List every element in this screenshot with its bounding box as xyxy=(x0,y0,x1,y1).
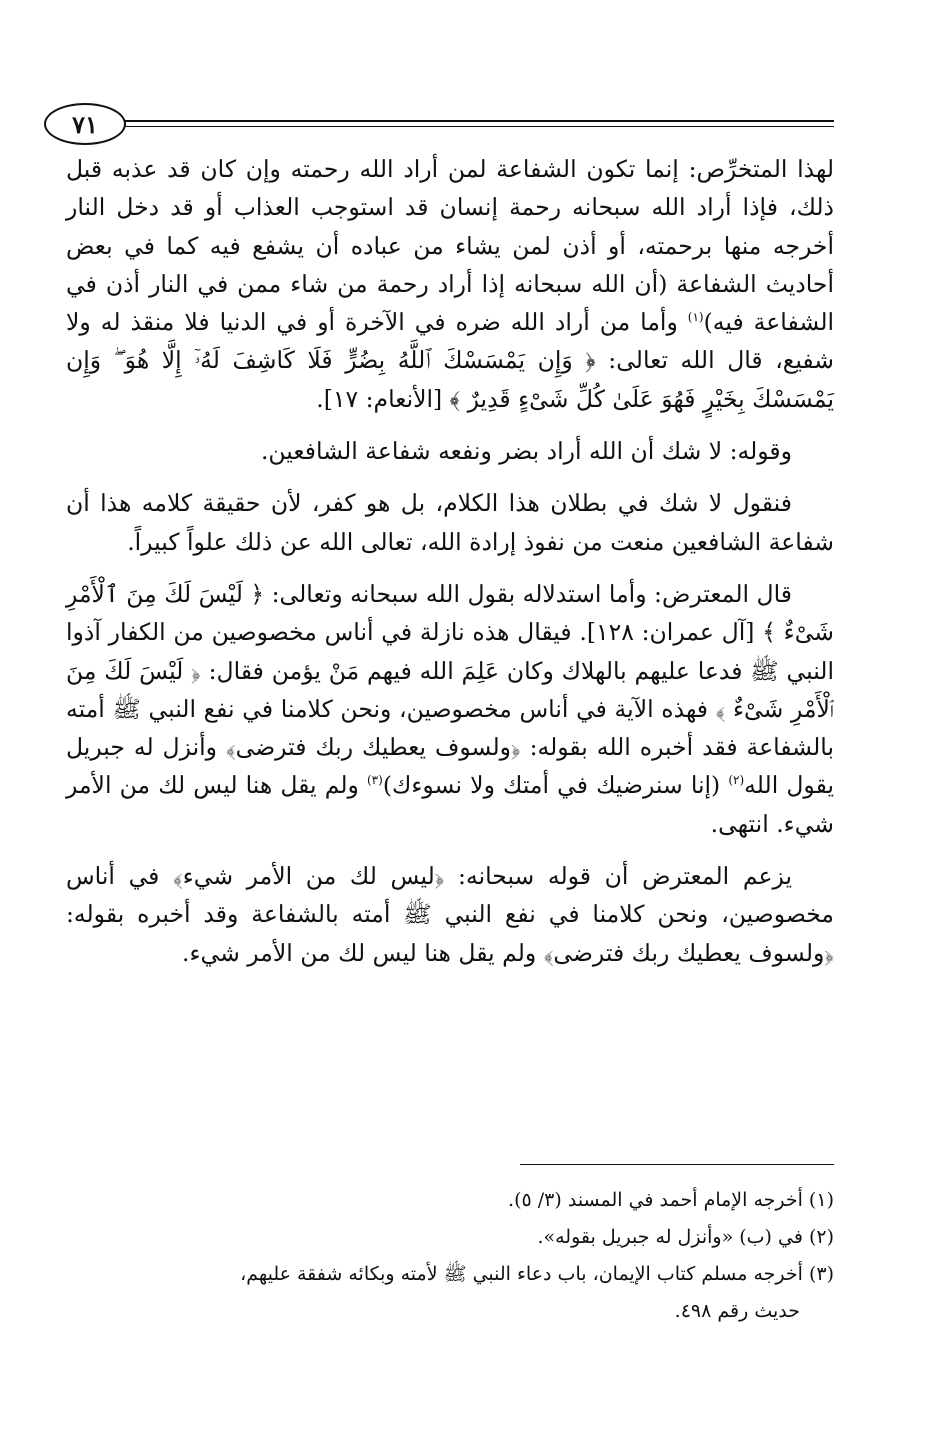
paragraph-1-cont: وأما من أراد الله ضره في الآخرة أو في الدنيا فلا منقذ له ولا شفيع، قال الله تعالى: ﴿ وَإِن يَمْسَسْكَ ٱللَّهُ بِضُرٍّ فَلَا كَاشِفَ لَهُۥٓ إِلَّا هُوَ ۖ وَإِن يَمْسَسْكَ بِخَيْرٍ فَهُوَ عَلَىٰ كُلِّ شَىْءٍ قَدِيرٌ ﴾ [الأنعام: ١٧]. xyxy=(66,308,834,413)
footnote-ref-2: (٢) xyxy=(728,773,745,788)
footnote-3-cont: حديث رقم ٤٩٨. xyxy=(674,1300,800,1322)
footnote-ref-3: (٣) xyxy=(366,773,383,788)
header-rule xyxy=(124,120,834,122)
paragraph-5: يزعم المعترض أن قوله سبحانه: ﴿ليس لك من الأمر شيء﴾ في أناس مخصوصين، ونحن كلامنا في نفع النبي ﷺ أمته بالشفاعة وقد أخبره بقوله: ﴿ولسوف يعطيك ربك فترضى﴾ ولم يقل هنا ليس لك من الأمر شيء. xyxy=(66,862,834,967)
paragraph-1 xyxy=(66,150,834,418)
paragraph-2: وقوله: لا شك أن الله أراد بضر ونفعه شفاعة الشافعين. xyxy=(260,437,792,466)
footnote-3: (٣) أخرجه مسلم كتاب الإيمان، باب دعاء النبي ﷺ لأمته وبكائه شفقة عليهم، xyxy=(240,1263,834,1285)
main-text xyxy=(66,150,834,972)
paragraph-4-end: ولم يقل هنا ليس لك من الأمر شيء. انتهى. xyxy=(66,771,834,838)
footnote-separator xyxy=(520,1164,834,1165)
paragraph-4 xyxy=(66,575,834,843)
footnote-1: (١) أخرجه الإمام أحمد في المسند (٣/ ٥). xyxy=(508,1189,834,1211)
paragraph-4-text: قال المعترض: وأما استدلاله بقول الله سبحانه وتعالى: ﴿ لَيْسَ لَكَ مِنَ ٱلْأَمْرِ شَىْءٌ ﴾ [آل عمران: ١٢٨]. فيقال هذه نازلة في أناس مخصوصين من الكفار آذوا النبي ﷺ فدعا عليهم بالهلاك وكان عَلِمَ الله فيهم مَنْ يؤمن فقال: ﴿ لَيْسَ لَكَ مِنَ ٱلْأَمْرِ شَىْءٌ ﴾ فهذه الآية في أناس مخصوصين، ونحن كلامنا في نفع النبي ﷺ أمته بالشفاعة فقد أخبره الله بقوله: ﴿ولسوف يعطيك ربك فترضى﴾ وأنزل له جبريل يقول الله xyxy=(66,579,834,800)
page-header xyxy=(44,103,834,143)
footnote-ref-1: (١) xyxy=(687,310,704,325)
page-number: ٧١ xyxy=(44,103,126,145)
header-rule-thin xyxy=(124,126,834,127)
paragraph-4-quote: (إنا سنرضيك في أمتك ولا نسوءك) xyxy=(382,771,729,800)
paragraph-1-text: لهذا المتخرِّص: إنما تكون الشفاعة لمن أراد الله رحمته وإن كان قد عذبه قبل ذلك، فإذا أراد الله سبحانه رحمة إنسان قد استوجب العذاب أو قد دخل النار أخرجه منها برحمته، أو أذن لمن يشاء من عباده أن يشفع فيه كما في بعض أحاديث الشفاعة (أن الله سبحانه إذا أراد رحمة من شاء ممن في النار أذن في الشفاعة فيه) xyxy=(66,155,835,337)
paragraph-3: فنقول لا شك في بطلان هذا الكلام، بل هو كفر، لأن حقيقة كلامه هذا أن شفاعة الشافعين منعت من نفوذ إرادة الله، تعالى الله عن ذلك علواً كبيراً. xyxy=(66,489,834,556)
footnote-2: (٢) في (ب) «وأنزل له جبريل بقوله». xyxy=(537,1226,834,1248)
footnotes xyxy=(66,1182,834,1330)
